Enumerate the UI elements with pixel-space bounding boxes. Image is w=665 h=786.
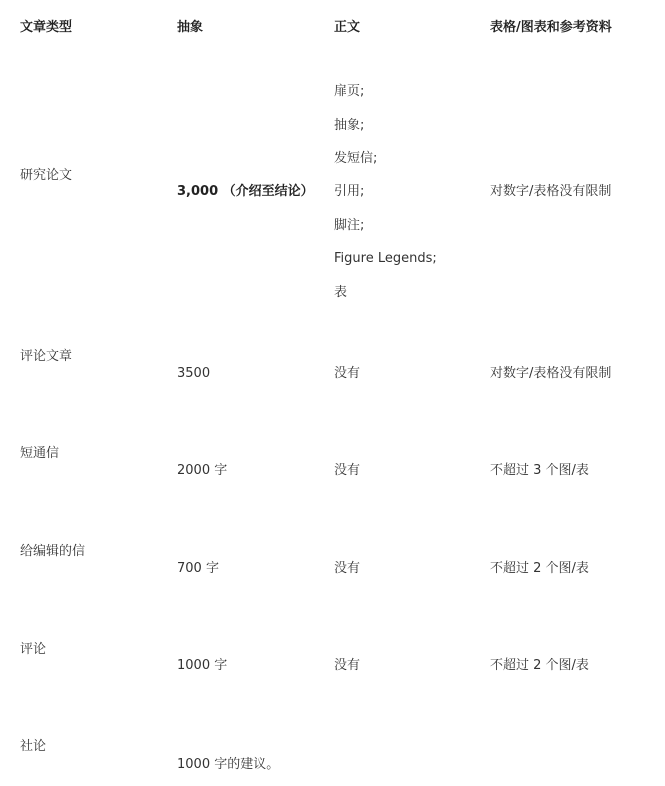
row-research-abstract: 3,000 （介绍至结论） <box>177 184 314 199</box>
row-letter-tables: 不超过 2 个图/表 <box>490 561 589 576</box>
row-research-type: 研究论文 <box>20 168 73 183</box>
row-short-comm-type: 短通信 <box>20 446 60 461</box>
header-article-type: 文章类型 <box>20 20 73 35</box>
row-short-comm-tables: 不超过 3 个图/表 <box>490 463 589 478</box>
row-research-body-item: Figure Legends; <box>334 251 437 266</box>
row-editorial-abstract: 1000 字的建议。 <box>177 757 280 772</box>
row-research-body-item: 脚注; <box>334 218 365 233</box>
header-tables-figures-refs: 表格/图表和参考资料 <box>490 20 612 35</box>
row-short-comm-abstract: 2000 字 <box>177 463 228 478</box>
header-abstract: 抽象 <box>177 20 204 35</box>
row-comment-abstract: 1000 字 <box>177 658 228 673</box>
row-short-comm-body: 没有 <box>334 463 361 478</box>
header-body: 正文 <box>334 20 361 35</box>
row-comment-tables: 不超过 2 个图/表 <box>490 658 589 673</box>
row-research-body-item: 发短信; <box>334 151 378 166</box>
row-research-body-item: 引用; <box>334 184 365 199</box>
row-letter-body: 没有 <box>334 561 361 576</box>
row-letter-abstract: 700 字 <box>177 561 219 576</box>
row-review-body: 没有 <box>334 366 361 381</box>
row-review-tables: 对数字/表格没有限制 <box>490 366 612 381</box>
row-editorial-type: 社论 <box>20 739 47 754</box>
row-research-tables: 对数字/表格没有限制 <box>490 184 612 199</box>
row-research-body-item: 表 <box>334 285 348 300</box>
row-research-body-item: 抽象; <box>334 118 365 133</box>
row-comment-type: 评论 <box>20 642 47 657</box>
row-letter-type: 给编辑的信 <box>20 544 86 559</box>
row-review-type: 评论文章 <box>20 349 73 364</box>
row-comment-body: 没有 <box>334 658 361 673</box>
row-research-body-item: 扉页; <box>334 84 365 99</box>
row-review-abstract: 3500 <box>177 366 211 381</box>
